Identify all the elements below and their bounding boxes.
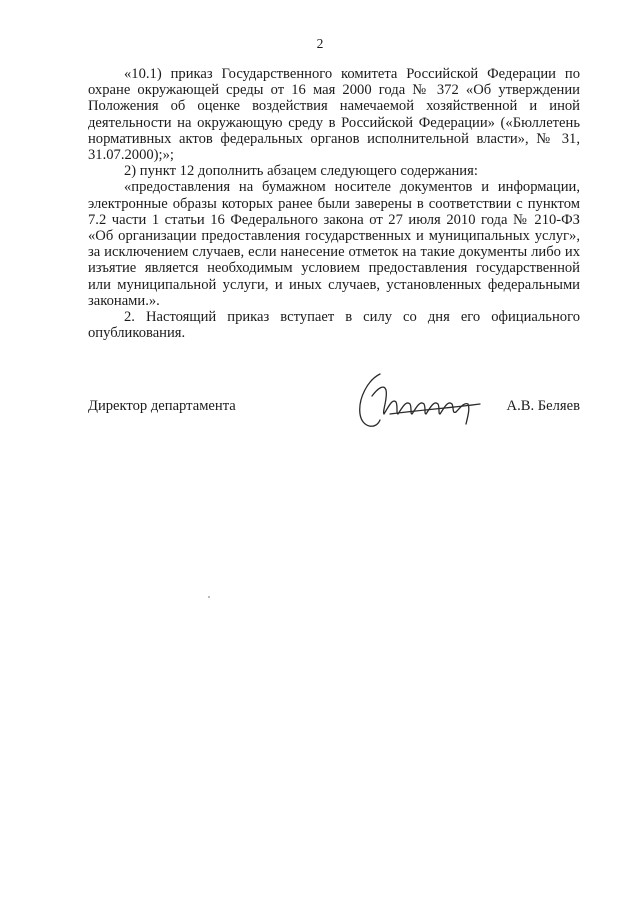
page-number: 2 xyxy=(316,36,324,51)
signatory-title: Директор департамента xyxy=(88,398,236,414)
paragraph-item-10-1: «10.1) приказ Государственного комитета Российской Федерации по охране окружающей среды от 16 мая 2000 года № 372 «Об утверждении Положения об оценке воздействия намечаемой хозяйственной и иной деятельности на окружающую среду в Российской Федерации» («Бюллетень нормативных актов федеральных органов исполнительной власти», № 31, 31.07.2000);»; xyxy=(88,66,580,164)
paragraph-point-12: 2) пункт 12 дополнить абзацем следующего содержания: xyxy=(124,163,478,180)
signatory-name: А.В. Беляев xyxy=(506,398,580,414)
paragraph-entry-into-force: 2. Настоящий приказ вступает в силу со дня его официального опубликования. xyxy=(88,309,580,342)
document-body xyxy=(88,66,580,341)
scan-speck xyxy=(208,596,210,598)
signature-block xyxy=(88,368,580,438)
handwritten-signature xyxy=(350,368,510,434)
paragraph-amendment-text: «предоставления на бумажном носителе документов и информации, электронные образы которых ранее были заверены в соответствии с пунктом 7.2 части 1 статьи 16 Федерального закона от 27 июля 2010 года № 210-ФЗ «Об организации предоставления государственных и муниципальных услуг», за исключением случаев, если нанесение отметок на такие документы либо их изъятие является необходимым условием предоставления государственной или муниципальной услуги, и иных случаев, установленных федеральными законами.». xyxy=(88,179,580,309)
